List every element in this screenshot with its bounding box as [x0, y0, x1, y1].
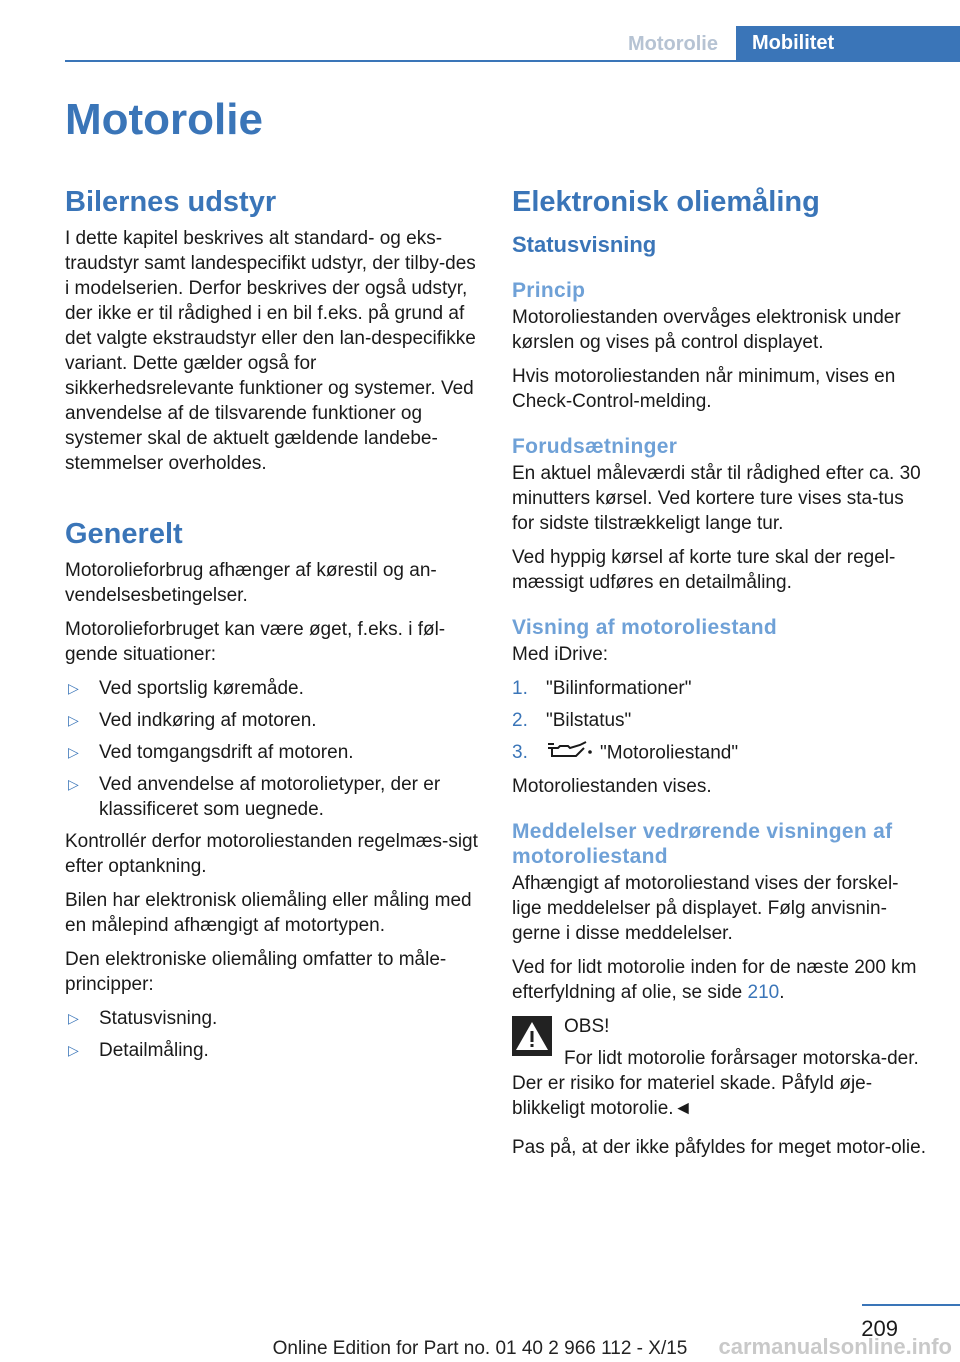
list-item-text: Ved indkøring af motoren. — [99, 710, 317, 731]
list-item — [65, 740, 480, 765]
list-item — [65, 772, 480, 822]
page-reference-link[interactable]: 210 — [747, 982, 780, 1003]
right-column — [512, 184, 928, 1169]
heading-equipment: Bilernes udstyr — [65, 186, 277, 218]
paragraph-level-shown: Motoroliestanden vises. — [512, 776, 712, 797]
paragraph-situations: Motorolieforbruget kan være øget, f.eks. i føl-gende situationer: — [65, 619, 446, 665]
oil-can-icon — [546, 740, 594, 767]
idrive-steps — [512, 676, 928, 767]
triangle-bullet-icon: ▷ — [68, 1010, 79, 1026]
situations-list — [65, 676, 480, 822]
page-number: 209 — [861, 1316, 898, 1341]
list-item-text: Statusvisning. — [99, 1008, 218, 1029]
step-item — [512, 740, 928, 767]
step-text: "Bilinformationer" — [546, 678, 692, 699]
warning-triangle-icon — [512, 1016, 552, 1056]
paragraph-overfill: Pas på, at der ikke påfyldes for meget motor-olie. — [512, 1137, 926, 1158]
section-tab-motorolie[interactable]: Motorolie — [628, 33, 718, 55]
list-item — [65, 1006, 480, 1031]
list-item-text: Detailmåling. — [99, 1040, 209, 1061]
paragraph-messages: Afhængigt af motoroliestand vises der forskel-lige meddelelser på displayet. Følg anvisnin-gerne i disse meddelelser. — [512, 873, 899, 944]
step-item — [512, 676, 928, 701]
step-number: 1. — [512, 678, 528, 699]
list-item — [65, 676, 480, 701]
heading-electronic-oil: Elektronisk oliemåling — [512, 186, 820, 218]
triangle-bullet-icon: ▷ — [68, 712, 79, 728]
paragraph-prerequisites-2: Ved hyppig kørsel af korte ture skal der regel-mæssigt udføres en detailmåling. — [512, 547, 896, 593]
paragraph-principle-2: Hvis motoroliestanden når minimum, vises en Check-Control-melding. — [512, 366, 896, 412]
low-oil-text: Ved for lidt motorolie inden for de næste 200 km efterfyldning af olie, se side — [512, 957, 917, 1003]
paragraph-check-level: Kontrollér derfor motoroliestanden regelmæs-sigt efter optankning. — [65, 831, 478, 877]
paragraph-prerequisites-1: En aktuel måleværdi står til rådighed efter ca. 30 minutters kørsel. Ved kortere ture vises sta-tus for sidste tilstrækkeligt lange tur. — [512, 463, 921, 534]
list-item-text: Ved sportslig køremåde. — [99, 678, 304, 699]
step-number: 2. — [512, 710, 528, 731]
heading-messages: Meddelelser vedrørende visningen af motoroliestand — [512, 820, 893, 868]
watermark-text: carmanualsonline.info — [718, 1334, 952, 1359]
triangle-bullet-icon: ▷ — [68, 744, 79, 760]
list-item — [65, 1038, 480, 1063]
warning-box — [512, 1014, 928, 1074]
step-item — [512, 708, 928, 733]
heading-oil-level-display: Visning af motoroliestand — [512, 616, 777, 639]
heading-prerequisites: Forudsætninger — [512, 435, 678, 458]
heading-principle: Princip — [512, 279, 586, 302]
triangle-bullet-icon: ▷ — [68, 1042, 79, 1058]
paragraph-measurement-type: Bilen har elektronisk oliemåling eller måling med en målepind afhængigt af motortypen. — [65, 890, 472, 936]
page-title: Motorolie — [65, 95, 263, 144]
left-column — [65, 184, 480, 1070]
triangle-bullet-icon: ▷ — [68, 776, 79, 792]
warning-title: OBS! — [564, 1016, 610, 1037]
paragraph-low-oil — [512, 955, 928, 1005]
list-item — [65, 708, 480, 733]
paragraph-equipment: I dette kapitel beskrives alt standard- og eks-traudstyr samt landespecifikt udstyr, der tilby-des i modelserien. Derfor beskrives der også udstyr, der ikke er til rådighed i en bil f.eks. på grund af det valgte ekstraudstyr eller den lan-despecifikke variant. Dette gælder også for sikkerhedsrelevante funktioner og systemer. Ved anvendelse af de tilsvarende funktioner og systemer skal de aktuelt gældende landebe-stemmelser overholdes. — [65, 228, 476, 474]
paragraph-idrive: Med iDrive: — [512, 644, 609, 665]
paragraph-principles: Den elektroniske oliemåling omfatter to måle-principper: — [65, 949, 447, 995]
list-item-text: Ved tomgangsdrift af motoren. — [99, 742, 354, 763]
step-number: 3. — [512, 742, 528, 763]
triangle-bullet-icon: ▷ — [68, 680, 79, 696]
step-text: "Bilstatus" — [546, 710, 632, 731]
heading-general: Generelt — [65, 518, 183, 550]
warning-text: For lidt motorolie forårsager motorska-der. Der er risiko for materiel skade. Påfyld øje-blikkeligt motorolie.◄ — [512, 1048, 919, 1119]
step-text: "Motoroliestand" — [600, 742, 739, 764]
edition-text: Online Edition for Part no. 01 40 2 966 112 - X/15 — [272, 1338, 688, 1359]
footer-rule — [862, 1304, 960, 1306]
section-tab-mobilitet[interactable]: Mobilitet — [736, 26, 960, 62]
paragraph-consumption: Motorolieforbrug afhænger af kørestil og an-vendelsesbetingelser. — [65, 560, 437, 606]
principles-list — [65, 1006, 480, 1063]
paragraph-principle-1: Motoroliestanden overvåges elektronisk under kørslen og vises på control displayet. — [512, 307, 901, 353]
list-item-text: Ved anvendelse af motorolietyper, der er klassificeret som uegnede. — [99, 774, 441, 820]
heading-status-display: Statusvisning — [512, 232, 657, 257]
low-oil-text-end: . — [779, 982, 785, 1003]
